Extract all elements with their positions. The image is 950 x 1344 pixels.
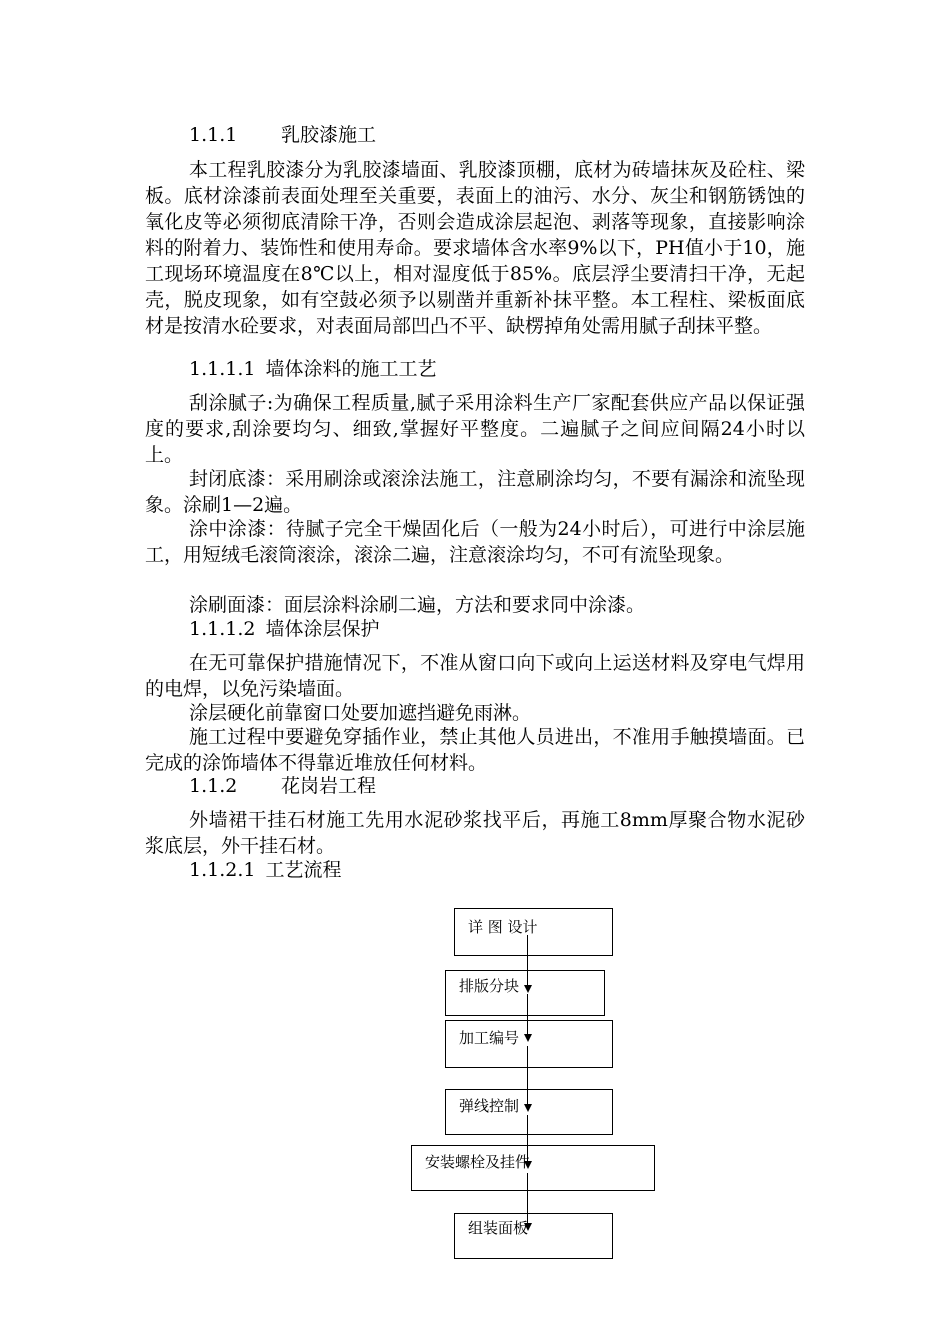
flow-step-label: 弹线控制 <box>459 1097 520 1115</box>
arrow-down-icon <box>524 1034 532 1042</box>
section-title: 乳胶漆施工 <box>281 124 377 146</box>
flow-step-label: 安装螺栓及挂件 <box>425 1153 531 1171</box>
heading-1-1-1-2 <box>189 616 380 642</box>
paragraph-protect-3: 施工过程中要避免穿插作业，禁止其他人员进出，不准用手触摸墙面。已完成的涂饰墙体不得靠近堆放任何材料。 <box>145 726 805 774</box>
section-number: 1.1.1.1 <box>189 358 256 380</box>
paragraph-protect-2: 涂层硬化前靠窗口处要加遮挡避免雨淋。 <box>189 702 532 724</box>
section-number: 1.1.2.1 <box>189 859 256 881</box>
paragraph-putty: 刮涂腻子:为确保工程质量,腻子采用涂料生产厂家配套供应产品以保证强度的要求,刮涂要均匀、细致,掌握好平整度。二遍腻子之间应间隔24小时以上。 <box>145 392 805 466</box>
paragraph-latex-intro: 本工程乳胶漆分为乳胶漆墙面、乳胶漆顶棚，底材为砖墙抹灰及砼柱、梁板。底材涂漆前表面处理至关重要，表面上的油污、水分、灰尘和钢筋锈蚀的氧化皮等必须彻底清除干净，否则会造成涂层起泡、剥落等现象，直接影响涂料的附着力、装饰性和使用寿命。要求墙体含水率9%以下，PH值小于10，施工现场环境温度在8℃以上，相对湿度低于85%。底层浮尘要清扫干净，无起壳，脱皮现象，如有空鼓必须予以剔凿并重新补抹平整。本工程柱、梁板面底材是按清水砼要求，对表面局部凹凸不平、缺楞掉角处需用腻子刮抹平整。 <box>145 159 805 337</box>
flow-connector <box>527 1115 528 1165</box>
section-number: 1.1.1 <box>189 124 238 146</box>
flow-connector <box>527 935 528 989</box>
arrow-down-icon <box>524 985 532 993</box>
section-title: 花岗岩工程 <box>281 775 377 797</box>
paragraph-protect-1: 在无可靠保护措施情况下，不准从窗口向下或向上运送材料及穿电气焊用的电焊，以免污染墙面。 <box>145 652 805 700</box>
flow-step-label: 详 图 设计 <box>468 918 538 936</box>
flow-connector <box>527 1046 528 1108</box>
heading-1-1-2 <box>189 773 376 799</box>
paragraph-granite: 外墙裙干挂石材施工先用水泥砂浆找平后，再施工8mm厚聚合物水泥砂浆底层，外干挂石材。 <box>145 809 805 857</box>
arrow-down-icon <box>524 1161 532 1169</box>
flow-connector <box>527 1173 528 1227</box>
section-number: 1.1.2 <box>189 775 238 797</box>
paragraph-top-coat: 涂刷面漆：面层涂料涂刷二遍，方法和要求同中涂漆。 <box>189 594 646 616</box>
flow-step-label: 组装面板 <box>468 1219 529 1237</box>
section-number: 1.1.1.2 <box>189 618 256 640</box>
paragraph-middle-coat: 涂中涂漆：待腻子完全干燥固化后（一般为24小时后），可进行中涂层施工，用短绒毛滚筒滚涂，滚涂二遍，注意滚涂均匀，不可有流坠现象。 <box>145 518 805 566</box>
section-title: 墙体涂料的施工工艺 <box>265 358 437 380</box>
paragraph-primer: 封闭底漆：采用刷涂或滚涂法施工，注意刷涂均匀，不要有漏涂和流坠现象。涂刷1—2遍。 <box>145 468 805 516</box>
flow-step-label: 加工编号 <box>459 1029 520 1047</box>
section-title: 墙体涂层保护 <box>265 618 380 640</box>
heading-1-1-1 <box>189 122 376 148</box>
arrow-down-icon <box>524 1104 532 1112</box>
flow-step-label: 排版分块 <box>459 977 520 995</box>
arrow-down-icon <box>524 1223 532 1231</box>
heading-1-1-1-1 <box>189 356 437 382</box>
flow-connector <box>527 994 528 1038</box>
section-title: 工艺流程 <box>265 859 342 881</box>
heading-1-1-2-1 <box>189 857 342 883</box>
